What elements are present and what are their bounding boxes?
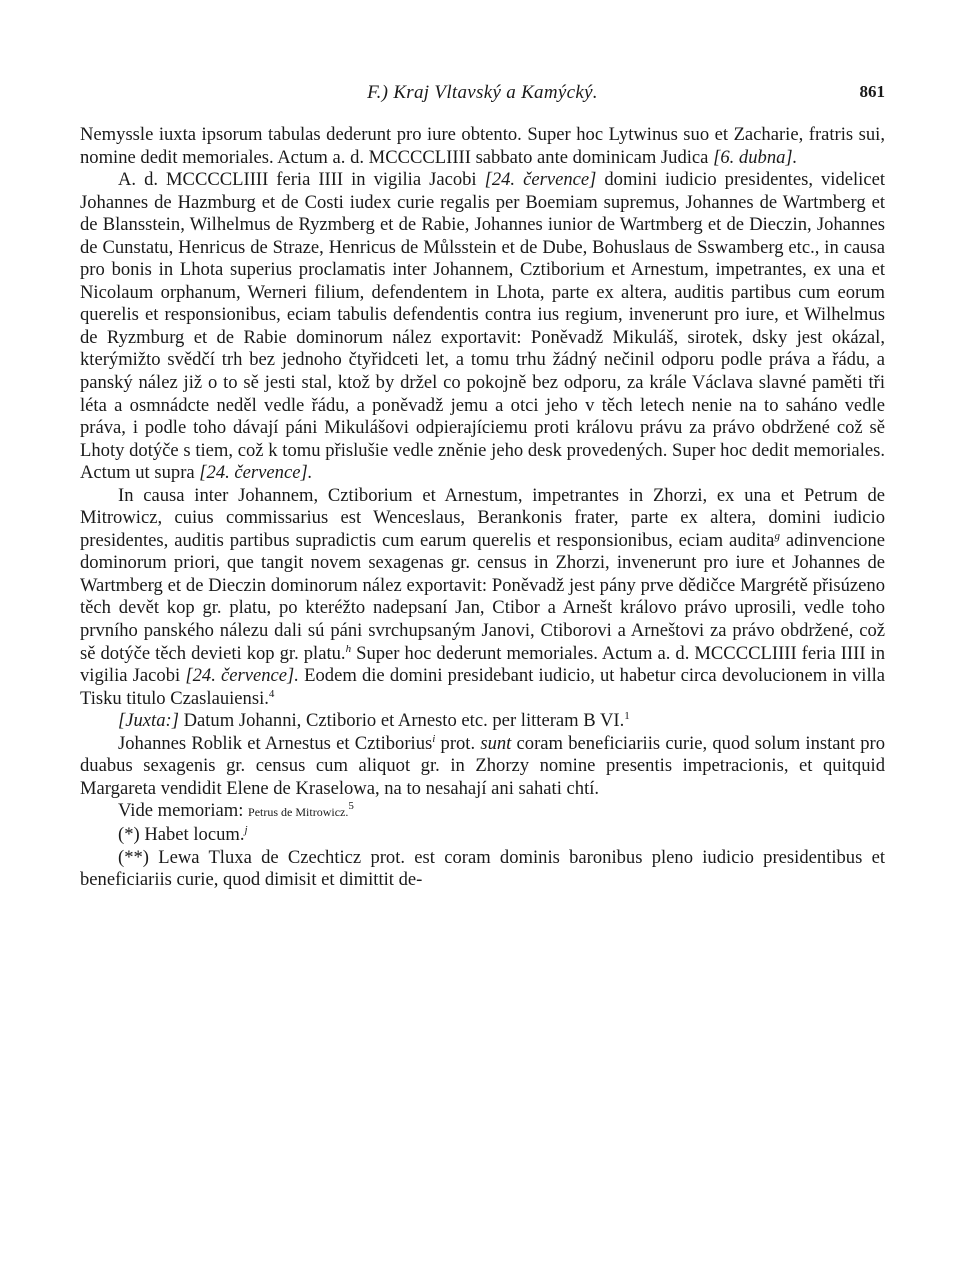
footnote-marker: 5 — [348, 800, 354, 813]
footnote-marker: i — [432, 732, 436, 745]
paragraph-5-text-b: prot. — [435, 732, 481, 754]
paragraph-5-text-c: coram beneficiariis curie, quod solum instant pro duabus sexagenis gr. census cum aliquot gr. in Zhorzy nomine presentis impetracionis, et quitquid Margareta vendidit Elene de Kraselowa, na to nesahají ani sahati chtí. — [80, 732, 885, 799]
paragraph-4-text: Datum Johanni, Cztiborio et Arnesto etc. per litteram B VI. — [178, 710, 625, 732]
footnote-marker: j — [244, 823, 248, 836]
date-note: [24. července]. — [199, 462, 313, 484]
footnote-marker: g — [774, 529, 780, 542]
page-number: 861 — [859, 82, 885, 101]
paragraph-3-text-b: adinvencione dominorum priori, que tangit novem sexagenas gr. census in Zhorzi, invenerunt pro iure et Johannes de Wartmberg et de Dieczin dominorum nález exportavit: Poněvadž jest pány prve dědičce Margrétě přisúzeno těch devět kop gr. platu, po kteréžto nadepsaní Jan, Ctibor a Arnešt královo právo uprosili, vedle toho prvního panského nálezu dali sú páni svrchupsaným Janovi, Ctiborovi a Arneštovi za právo obdržené, což sě dotýče těch devieti kop gr. platu. — [80, 529, 885, 664]
paragraph-1 — [80, 124, 885, 169]
paragraph-8 — [80, 847, 885, 892]
date-note: [24. července] — [484, 169, 597, 191]
footnote-marker: 4 — [268, 687, 275, 700]
paragraph-4 — [80, 710, 885, 733]
paragraph-1-text: Nemyssle iuxta ipsorum tabulas dederunt pro iure obtento. Super hoc Lytwinus suo et Zacharie, fratris sui, nomine dedit memoriales. Actum a. d. MCCCCLIIII sabbato ante dominicam Judica — [80, 124, 885, 168]
paragraph-5-text-a: Johannes Roblik et Arnestus et Cztiborius — [118, 732, 433, 754]
paragraph-3-text-a: In causa inter Johannem, Cztiborium et Arnestum, impetrantes in Zhorzi, ex una et Petrum de Mitrowicz, cuius commissarius est Wenceslaus, Berankonis frater, parte ex altera, domini iudicio presidentes, auditis partibus supradictis cum earum querelis et responsionibus, eciam audita — [80, 484, 885, 551]
date-note: [24. července]. — [185, 665, 299, 687]
body-text — [80, 124, 885, 892]
paragraph-8-text: (**) Lewa Tluxa de Czechticz prot. est coram dominis baronibus pleno iudicio presidentibus et beneficiariis curie, quod dimisit et dimittit de- — [80, 846, 885, 891]
footnote-marker: h — [345, 642, 352, 655]
reference-name: Petrus de Mitrowicz. — [248, 805, 349, 820]
paragraph-7-text: (*) Habet locum. — [118, 823, 245, 845]
paragraph-6-text: Vide memoriam: — [118, 800, 249, 822]
paragraph-7 — [80, 824, 885, 847]
paragraph-3 — [80, 485, 885, 710]
date-note: [6. dubna]. — [713, 146, 798, 168]
paragraph-2-text-b: domini iudicio presidentes, videlicet Johannes de Hazmburg et de Costi iudex curie regalis per Boemiam supremus, Johannes de Wartmberg et de Blansstein, Wilhelmus de Ryzmberg et de Rabie, Johannes iunior de Wartmberg et de Dieczin, Johannes de Cunstatu, Henricus de Straze, Henricus de Můlsstein et de Dube, Bohuslaus de Sswamberg etc., in causa pro bonis in Lhota superius proclamatis inter Johannem, Cztiborium et Arnestum, impetrantes, ex una et Nicolaum orphanum, Werneri filium, defendentem in Lhota, parte ex altera, auditis partibus cum eorum querelis et responsionibus, eciam tabulis defendentis contra ius regium, invenerunt pro iure, et Wilhelmus de Ryzmburg et de Rabie dominorum nález exportavit: Poněvadž Mikuláš, sirotek, dsky jest okázal, kterýmižto svědčí trh bez jednoho čtyřidceti let, a tomu trhu žádný nečinil odporu podle práva a řádu, a panský nález již o to sě jesti stal, ktož by držel co pokojně bez odporu, za krále Václava slavné paměti tři léta a osmnádcte neděl vedle řádu, a poněvadž jemu a otci jeho v těch letech nenie na to saháno vedle práva, i podle toho dávají páni Mikulášovi odpierajíciemu proti královu právu za právo obdržené což sě Lhoty dotýče s tiem, což k tomu přislušie vedle zněnie jeho desk provedených. Super hoc dedit memoriales. Actum ut supra — [80, 169, 885, 484]
paragraph-3-text-c: Super hoc dederunt memoriales. Actum a. d. MCCCCLIIII feria IIII in vigilia Jacobi — [80, 642, 885, 687]
paragraph-3-text-d: Eodem die domini presidebant iudicio, ut habetur circa devolucionem in villa Tisku titulo Czaslauiensi. — [80, 665, 886, 709]
paragraph-6 — [80, 800, 885, 824]
footnote-marker: 1 — [624, 710, 630, 723]
paragraph-2 — [80, 169, 885, 485]
paragraph-2-text-a: A. d. MCCCCLIIII feria IIII in vigilia Jacobi — [118, 169, 485, 191]
running-title: F.) Kraj Vltavský a Kamýcký. — [367, 82, 598, 103]
page-header — [80, 82, 885, 110]
paragraph-5 — [80, 733, 885, 801]
juxta-note: [Juxta:] — [118, 710, 179, 732]
emphasis: sunt — [480, 732, 512, 754]
